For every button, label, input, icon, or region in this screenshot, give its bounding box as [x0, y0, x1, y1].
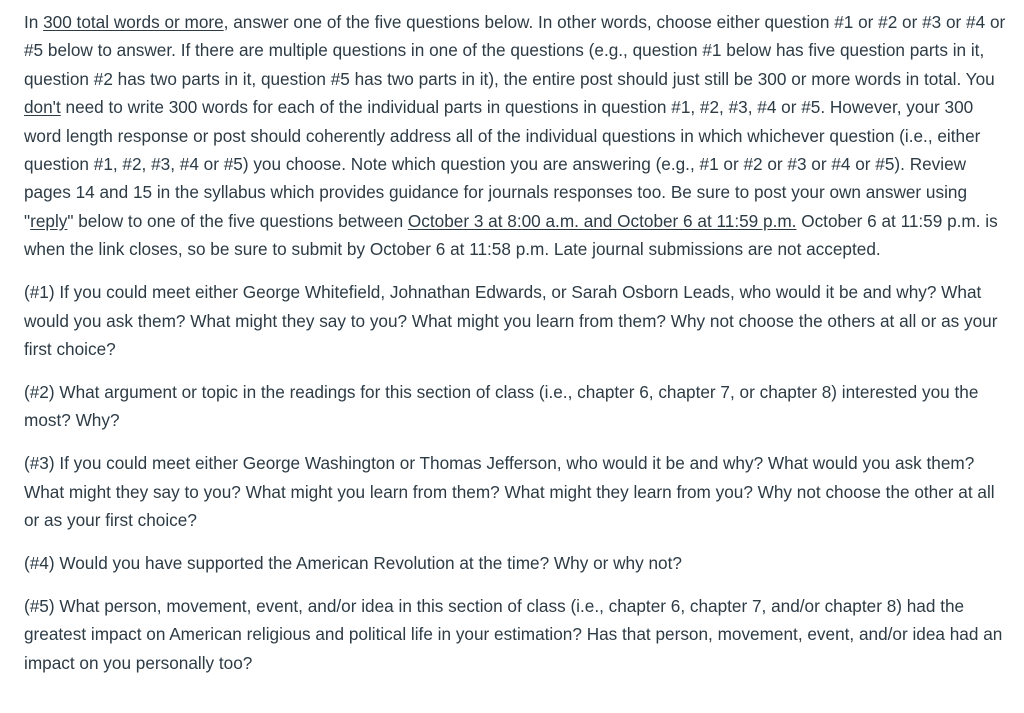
intro-text-3: " below to one of the five questions between [67, 210, 408, 231]
intro-text-2: need to write 300 words for each of the individual parts in questions in question #1, #2, #3, #4 or #5. However, your 300 word length response or post should coherently address all of the individual questions in which whichever question (i.e., either question #1, #2, #3, #4 or #5) you choose. Note which question you are answering (e.g., #1 or #2 or #3 or #4 or #5). Review pages 14 and 15 in the syllabus which provides guidance for journals responses too. Be sure to post your own answer using " [24, 97, 981, 231]
intro-lead: In [24, 12, 44, 32]
intro-text-1: , answer one of the five questions below. In other words, choose either question #1 or #2 or #3 or #4 or #5 below to answer. If there are multiple questions in one of the questions (e.g., question #1 below has five question parts in it, question #2 has two parts in it, question #5 has two parts in it), the entire post should just still be 300 or more words in total. You [24, 12, 1006, 89]
question-4: (#4) Would you have supported the American Revolution at the time? Why or why not? [24, 552, 682, 573]
question-3: (#3) If you could meet either George Washington or Thomas Jefferson, who would it be and why? What would you ask them? What might they say to you? What might you learn from them? What might they learn from you? Why not choose the other at all or as your first choice? [24, 453, 995, 530]
submission-window: October 3 at 8:00 a.m. and October 6 at 11:59 p.m. [407, 210, 797, 231]
dont-emphasis: don't [24, 97, 61, 118]
reply-emphasis: reply [30, 210, 68, 231]
assignment-prompt [24, 8, 1014, 692]
intro-paragraph [24, 8, 1014, 264]
question-2: (#2) What argument or topic in the readings for this section of class (i.e., chapter 6, chapter 7, or chapter 8) interested you the most? Why? [24, 381, 979, 431]
question-1: (#1) If you could meet either George Whitefield, Johnathan Edwards, or Sarah Osborn Leads, who would it be and why? What would you ask them? What might they say to you? What might you learn from them? Why not choose the others at all or as your first choice? [24, 282, 998, 359]
question-5: (#5) What person, movement, event, and/or idea in this section of class (i.e., chapter 6, chapter 7, and/or chapter 8) had the greatest impact on American religious and political life in your estimation? Has that person, movement, event, and/or idea had an impact on you personally too? [24, 595, 1003, 673]
intro-text-4: October 6 at 11:59 p.m. is when the link closes, so be sure to submit by October 6 at 11:58 p.m. Late journal submissions are not accepted. [24, 210, 998, 260]
word-requirement: 300 total words or more [43, 12, 224, 32]
